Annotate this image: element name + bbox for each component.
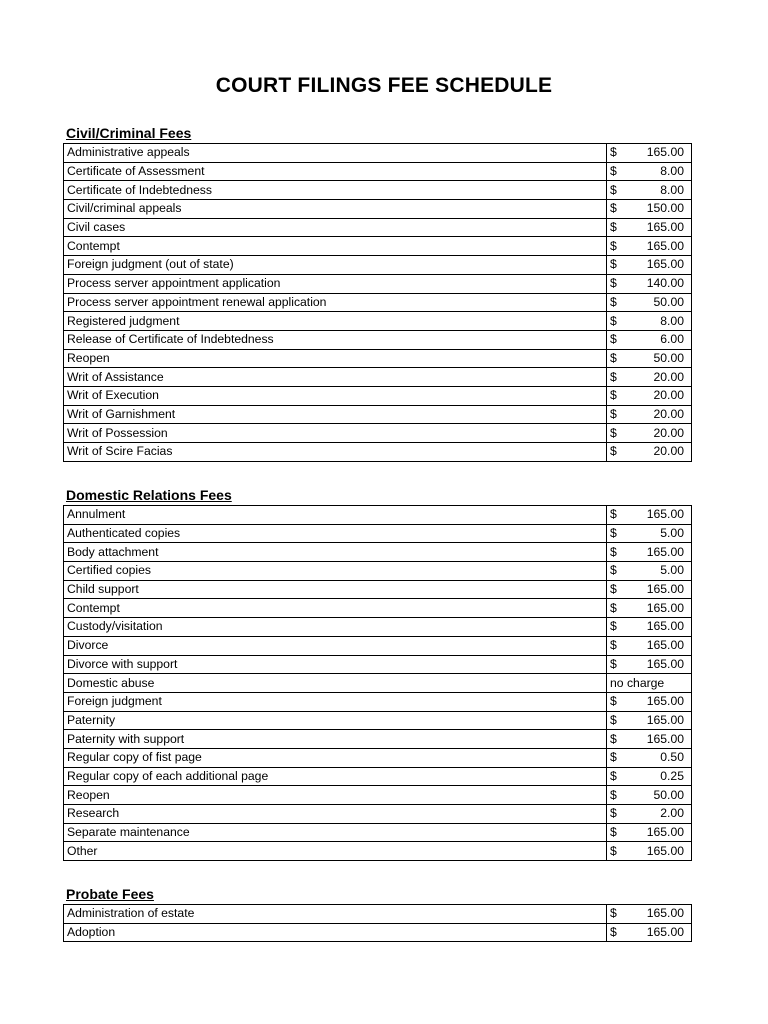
fee-amount: 165.00	[646, 656, 684, 671]
section-heading: Probate Fees	[66, 886, 154, 902]
table-row	[64, 144, 692, 163]
table-row	[64, 256, 692, 275]
table-row	[64, 692, 692, 711]
fee-amount-cell	[607, 730, 692, 749]
fee-label: Contempt	[64, 599, 607, 618]
fee-label: Domestic abuse	[64, 674, 607, 693]
currency-symbol: $	[610, 444, 617, 459]
table-row	[64, 162, 692, 181]
fee-amount-cell	[607, 274, 692, 293]
table-row	[64, 330, 692, 349]
currency-symbol: $	[610, 164, 617, 179]
fee-amount: 165.00	[646, 220, 684, 235]
currency-symbol: $	[610, 276, 617, 291]
fee-amount: 165.00	[646, 257, 684, 272]
currency-symbol: $	[610, 182, 617, 197]
fee-amount: 165.00	[646, 638, 684, 653]
fee-amount-cell	[607, 599, 692, 618]
fee-amount: 20.00	[653, 425, 684, 440]
table-row	[64, 748, 692, 767]
currency-symbol: $	[610, 656, 617, 671]
table-row	[64, 368, 692, 387]
fee-amount: 165.00	[646, 731, 684, 746]
table-row	[64, 599, 692, 618]
fee-label: Other	[64, 842, 607, 861]
fee-table	[63, 505, 692, 861]
fee-amount-cell	[607, 330, 692, 349]
section-heading: Domestic Relations Fees	[66, 487, 232, 503]
fee-amount-cell	[607, 256, 692, 275]
fee-label: Writ of Assistance	[64, 368, 607, 387]
table-row	[64, 730, 692, 749]
table-row	[64, 655, 692, 674]
fee-amount: 2.00	[660, 806, 684, 821]
table-row	[64, 823, 692, 842]
fee-amount: 165.00	[646, 507, 684, 522]
fee-table	[63, 904, 692, 942]
fee-amount: 165.00	[646, 906, 684, 921]
fee-label: Regular copy of fist page	[64, 748, 607, 767]
fee-label: Process server appointment renewal application	[64, 293, 607, 312]
currency-symbol: $	[610, 731, 617, 746]
fee-text: no charge	[610, 675, 665, 690]
table-row	[64, 711, 692, 730]
table-row	[64, 636, 692, 655]
fee-label: Child support	[64, 580, 607, 599]
fee-amount: 50.00	[653, 787, 684, 802]
fee-amount: 165.00	[646, 825, 684, 840]
fee-amount-cell	[607, 293, 692, 312]
currency-symbol: $	[610, 787, 617, 802]
currency-symbol: $	[610, 825, 617, 840]
fee-label: Certified copies	[64, 562, 607, 581]
fee-amount-cell	[607, 405, 692, 424]
table-row	[64, 386, 692, 405]
currency-symbol: $	[610, 843, 617, 858]
fee-amount: 165.00	[646, 600, 684, 615]
currency-symbol: $	[610, 201, 617, 216]
currency-symbol: $	[610, 600, 617, 615]
currency-symbol: $	[610, 350, 617, 365]
fee-label: Foreign judgment	[64, 692, 607, 711]
table-row	[64, 443, 692, 462]
fee-label: Administration of estate	[64, 905, 607, 924]
section-heading: Civil/Criminal Fees	[66, 125, 192, 141]
fee-label: Civil/criminal appeals	[64, 200, 607, 219]
table-row	[64, 543, 692, 562]
section-civil-criminal	[63, 123, 683, 462]
table-row	[64, 200, 692, 219]
fee-amount-cell	[607, 443, 692, 462]
fee-amount-cell	[607, 218, 692, 237]
fee-amount: 20.00	[653, 444, 684, 459]
table-row	[64, 181, 692, 200]
fee-amount-cell	[607, 312, 692, 331]
fee-amount-cell	[607, 386, 692, 405]
table-row	[64, 923, 692, 942]
table-row	[64, 842, 692, 861]
table-row	[64, 786, 692, 805]
currency-symbol: $	[610, 694, 617, 709]
table-row	[64, 405, 692, 424]
fee-amount-cell	[607, 692, 692, 711]
table-row	[64, 293, 692, 312]
currency-symbol: $	[610, 238, 617, 253]
table-row	[64, 218, 692, 237]
fee-label: Writ of Garnishment	[64, 405, 607, 424]
fee-amount: 165.00	[646, 712, 684, 727]
table-row	[64, 506, 692, 525]
fee-amount-cell	[607, 200, 692, 219]
fee-amount-cell	[607, 923, 692, 942]
table-row	[64, 349, 692, 368]
fee-amount: 5.00	[660, 563, 684, 578]
fee-amount: 165.00	[646, 843, 684, 858]
fee-amount-cell	[607, 181, 692, 200]
fee-label: Administrative appeals	[64, 144, 607, 163]
fee-amount: 8.00	[660, 313, 684, 328]
table-row	[64, 274, 692, 293]
fee-amount: 165.00	[646, 619, 684, 634]
fee-label: Divorce with support	[64, 655, 607, 674]
fee-amount: 165.00	[646, 544, 684, 559]
fee-amount-cell	[607, 618, 692, 637]
table-row	[64, 424, 692, 443]
currency-symbol: $	[610, 582, 617, 597]
fee-label: Research	[64, 805, 607, 824]
currency-symbol: $	[610, 388, 617, 403]
currency-symbol: $	[610, 369, 617, 384]
fee-amount-cell	[607, 162, 692, 181]
fee-amount-cell	[607, 368, 692, 387]
fee-label: Reopen	[64, 786, 607, 805]
fee-amount-cell	[607, 424, 692, 443]
fee-label: Authenticated copies	[64, 524, 607, 543]
fee-amount: 0.50	[660, 750, 684, 765]
fee-label: Writ of Possession	[64, 424, 607, 443]
fee-amount-cell	[607, 543, 692, 562]
fee-label: Certificate of Assessment	[64, 162, 607, 181]
fee-amount: 165.00	[646, 582, 684, 597]
currency-symbol: $	[610, 406, 617, 421]
currency-symbol: $	[610, 619, 617, 634]
fee-label: Registered judgment	[64, 312, 607, 331]
fee-amount-cell	[607, 524, 692, 543]
fee-label: Paternity with support	[64, 730, 607, 749]
fee-amount: 50.00	[653, 350, 684, 365]
fee-amount: 6.00	[660, 332, 684, 347]
page-title: COURT FILINGS FEE SCHEDULE	[215, 74, 553, 97]
fee-amount: 8.00	[660, 182, 684, 197]
fee-amount-cell	[607, 144, 692, 163]
fee-label: Foreign judgment (out of state)	[64, 256, 607, 275]
fee-amount-cell	[607, 562, 692, 581]
fee-label: Writ of Execution	[64, 386, 607, 405]
fee-amount-cell	[607, 823, 692, 842]
fee-amount: 0.25	[660, 768, 684, 783]
fee-amount: 140.00	[646, 276, 684, 291]
fee-amount-cell	[607, 711, 692, 730]
currency-symbol: $	[610, 750, 617, 765]
table-row	[64, 580, 692, 599]
fee-label: Writ of Scire Facias	[64, 443, 607, 462]
fee-label: Custody/visitation	[64, 618, 607, 637]
fee-amount-cell	[607, 674, 692, 693]
currency-symbol: $	[610, 768, 617, 783]
table-row	[64, 562, 692, 581]
fee-amount: 5.00	[660, 526, 684, 541]
currency-symbol: $	[610, 425, 617, 440]
currency-symbol: $	[610, 220, 617, 235]
fee-amount: 50.00	[653, 294, 684, 309]
currency-symbol: $	[610, 294, 617, 309]
fee-label: Civil cases	[64, 218, 607, 237]
fee-amount: 165.00	[646, 145, 684, 160]
table-row	[64, 805, 692, 824]
fee-amount: 165.00	[646, 925, 684, 940]
fee-amount-cell	[607, 349, 692, 368]
table-row	[64, 618, 692, 637]
currency-symbol: $	[610, 145, 617, 160]
fee-label: Divorce	[64, 636, 607, 655]
currency-symbol: $	[610, 638, 617, 653]
fee-label: Body attachment	[64, 543, 607, 562]
fee-amount: 20.00	[653, 388, 684, 403]
section-domestic-relations	[63, 485, 683, 861]
currency-symbol: $	[610, 906, 617, 921]
fee-amount-cell	[607, 748, 692, 767]
fee-amount-cell	[607, 805, 692, 824]
fee-amount: 8.00	[660, 164, 684, 179]
fee-amount-cell	[607, 786, 692, 805]
currency-symbol: $	[610, 332, 617, 347]
currency-symbol: $	[610, 313, 617, 328]
fee-amount-cell	[607, 636, 692, 655]
fee-label: Adoption	[64, 923, 607, 942]
currency-symbol: $	[610, 712, 617, 727]
currency-symbol: $	[610, 507, 617, 522]
fee-label: Release of Certificate of Indebtedness	[64, 330, 607, 349]
fee-amount: 150.00	[646, 201, 684, 216]
fee-label: Regular copy of each additional page	[64, 767, 607, 786]
fee-label: Process server appointment application	[64, 274, 607, 293]
fee-amount-cell	[607, 506, 692, 525]
table-row	[64, 524, 692, 543]
currency-symbol: $	[610, 526, 617, 541]
fee-amount: 20.00	[653, 406, 684, 421]
fee-amount-cell	[607, 237, 692, 256]
fee-amount-cell	[607, 905, 692, 924]
table-row	[64, 905, 692, 924]
fee-amount-cell	[607, 767, 692, 786]
currency-symbol: $	[610, 544, 617, 559]
fee-amount: 165.00	[646, 694, 684, 709]
fee-label: Paternity	[64, 711, 607, 730]
fee-amount-cell	[607, 655, 692, 674]
section-probate	[63, 884, 683, 942]
fee-table	[63, 143, 692, 462]
fee-label: Certificate of Indebtedness	[64, 181, 607, 200]
currency-symbol: $	[610, 257, 617, 272]
fee-label: Separate maintenance	[64, 823, 607, 842]
fee-label: Reopen	[64, 349, 607, 368]
fee-amount-cell	[607, 580, 692, 599]
fee-amount: 165.00	[646, 238, 684, 253]
table-row	[64, 237, 692, 256]
fee-amount: 20.00	[653, 369, 684, 384]
fee-label: Contempt	[64, 237, 607, 256]
table-row	[64, 312, 692, 331]
currency-symbol: $	[610, 925, 617, 940]
currency-symbol: $	[610, 806, 617, 821]
currency-symbol: $	[610, 563, 617, 578]
fee-label: Annulment	[64, 506, 607, 525]
table-row	[64, 767, 692, 786]
fee-amount-cell	[607, 842, 692, 861]
table-row	[64, 674, 692, 693]
